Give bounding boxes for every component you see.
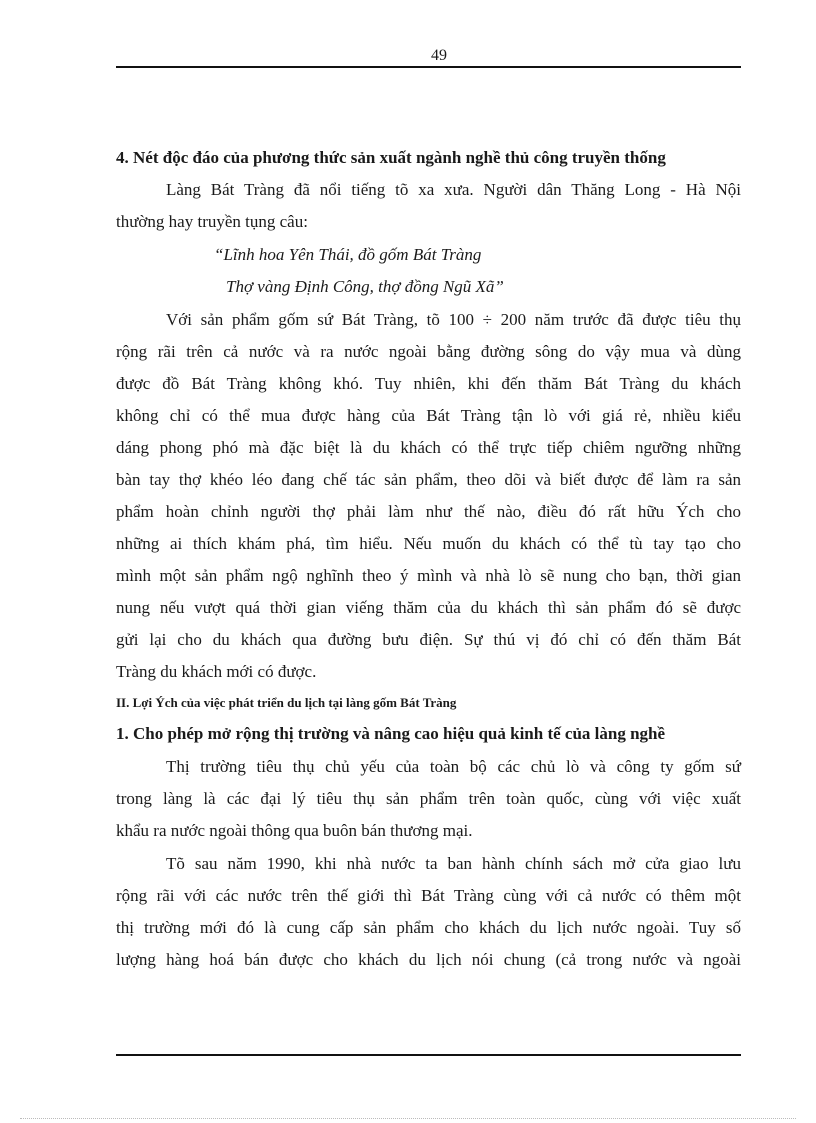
paragraph-line: khẩu ra nước ngoài thông qua buôn bán thương mại. (116, 821, 473, 840)
paragraph-line: không chỉ có thể mua được hàng của Bát Tràng tận lò với giá rẻ, nhiều kiểu (116, 406, 741, 425)
paragraph-line: Tõ sau năm 1990, khi nhà nước ta ban hành chính sách mở cửa giao lưu (166, 854, 741, 873)
paragraph-line: được đồ Bát Tràng không khó. Tuy nhiên, khi đến thăm Bát Tràng du khách (116, 374, 741, 393)
paragraph-line: dáng phong phó mà đặc biệt là du khách có thể trực tiếp chiêm ngưỡng những (116, 438, 741, 457)
section-heading: II. Lợi Ých của việc phát triển du lịch tại làng gốm Bát Tràng (116, 695, 457, 710)
paragraph-line: Với sản phẩm gốm sứ Bát Tràng, tõ 100 ÷ 200 năm trước đã được tiêu thụ (166, 310, 741, 329)
paragraph-line: gửi lại cho du khách qua đường bưu điện. Sự thú vị đó chỉ có đến thăm Bát (116, 630, 741, 649)
verse-line: Thợ vàng Định Công, thợ đồng Ngũ Xã” (226, 277, 504, 296)
sub-heading: 1. Cho phép mở rộng thị trường và nâng cao hiệu quả kinh tế của làng nghề (116, 724, 666, 743)
paragraph-line: Tràng du khách mới có được. (116, 662, 317, 681)
paragraph-line: phẩm hoàn chỉnh người thợ phải làm như thế nào, điều đó rất hữu Ých cho (116, 502, 741, 521)
footer-rule (116, 1054, 741, 1056)
paragraph-line: rộng rãi với các nước trên thế giới thì Bát Tràng cùng với cả nước có thêm một (116, 886, 741, 905)
paragraph-line: lượng hàng hoá bán được cho khách du lịch nói chung (cả trong nước và ngoài (116, 950, 741, 969)
intro-line: Làng Bát Tràng đã nổi tiếng tõ xa xưa. Người dân Thăng Long - Hà Nội (166, 180, 741, 199)
paragraph-line: những ai thích khám phá, tìm hiểu. Nếu muốn du khách có thể tù tay tạo cho (116, 534, 741, 553)
paragraph-line: trong làng là các đại lý tiêu thụ sản phẩm trên toàn quốc, cùng với việc xuất (116, 789, 741, 808)
paragraph-line: nung nếu vượt quá thời gian viếng thăm của du khách thì sản phẩm đó sẽ được (116, 598, 741, 617)
paragraph-line: rộng rãi trên cả nước và ra nước ngoài bằng đường sông do vậy mua và dùng (116, 342, 741, 361)
paragraph-line: Thị trường tiêu thụ chủ yếu của toàn bộ các chủ lò và công ty gốm sứ (166, 757, 741, 776)
page-number: 49 (431, 47, 447, 64)
paragraph-line: mình một sản phẩm ngộ nghĩnh theo ý mình và nhà lò sẽ nung cho bạn, thời gian (116, 566, 741, 585)
paragraph-line: thị trường mới đó là cung cấp sản phẩm cho khách du lịch nước ngoài. Tuy số (116, 918, 741, 937)
verse-line: “Lĩnh hoa Yên Thái, đồ gốm Bát Tràng (214, 245, 482, 264)
intro-line: thường hay truyền tụng câu: (116, 212, 308, 231)
page-edge-dots (20, 1118, 796, 1119)
section-heading: 4. Nét độc đáo của phương thức sản xuất ngành nghề thủ công truyền thống (116, 148, 666, 167)
header-rule (116, 66, 741, 68)
paragraph-line: bàn tay thợ khéo léo đang chế tác sản phẩm, theo dõi và biết được để làm ra sản (116, 470, 741, 489)
